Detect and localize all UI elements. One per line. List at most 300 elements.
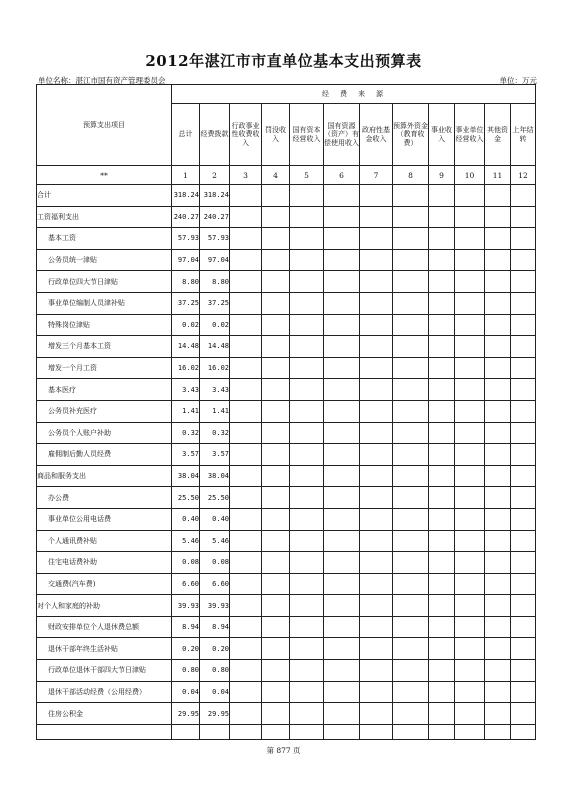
page-title: 2012年湛江市市直单位基本支出预算表: [145, 52, 422, 70]
empty-cell: [262, 228, 290, 250]
empty-cell: [511, 249, 536, 271]
unit-measure: 单位：万元: [499, 76, 537, 85]
cell-grant: 0.32: [200, 422, 230, 444]
empty-cell: [360, 400, 393, 422]
table-row: [37, 444, 536, 466]
empty-cell: [262, 249, 290, 271]
page-number: 第 877 页: [266, 746, 301, 755]
empty-cell: [485, 465, 511, 487]
header-column: 经费拨款: [200, 104, 230, 166]
cell-grant: 37.25: [200, 292, 230, 314]
empty-cell: [290, 487, 324, 509]
empty-cell: [511, 422, 536, 444]
cell-total: 0.40: [172, 508, 200, 530]
empty-cell: [37, 724, 172, 739]
empty-cell: [429, 552, 455, 574]
table-row: [37, 595, 536, 617]
empty-cell: [230, 465, 262, 487]
empty-cell: [393, 271, 429, 293]
empty-cell: [230, 314, 262, 336]
empty-cell: [324, 703, 360, 725]
empty-cell: [429, 465, 455, 487]
empty-cell: [485, 552, 511, 574]
column-index: 3: [230, 166, 262, 185]
empty-cell: [360, 638, 393, 660]
cell-total: 8.94: [172, 616, 200, 638]
empty-cell: [393, 185, 429, 207]
empty-cell: [485, 185, 511, 207]
empty-cell: [360, 379, 393, 401]
empty-cell: [485, 530, 511, 552]
cell-grant: 5.46: [200, 530, 230, 552]
empty-cell: [455, 703, 485, 725]
empty-cell: [262, 379, 290, 401]
empty-cell: [455, 292, 485, 314]
empty-cell: [324, 681, 360, 703]
row-label: 基本医疗: [37, 379, 172, 401]
empty-cell: [393, 703, 429, 725]
row-label: 住宅电话费补助: [37, 552, 172, 574]
empty-cell: [324, 314, 360, 336]
empty-cell: [511, 487, 536, 509]
unit-name: 单位名称：湛江市国有资产管理委员会: [38, 76, 166, 85]
empty-cell: [360, 595, 393, 617]
empty-cell: [230, 249, 262, 271]
header-column: 事业单位经营收入: [455, 104, 485, 166]
empty-cell: [262, 185, 290, 207]
cell-grant: 57.93: [200, 228, 230, 250]
empty-cell: [455, 508, 485, 530]
empty-cell: [485, 336, 511, 358]
empty-cell: [290, 724, 324, 739]
cell-grant: 14.48: [200, 336, 230, 358]
row-label: 行政单位退休干部四大节日津贴: [37, 660, 172, 682]
empty-cell: [290, 508, 324, 530]
cell-total: 3.57: [172, 444, 200, 466]
empty-cell: [360, 228, 393, 250]
table-row: [37, 292, 536, 314]
empty-cell: [485, 638, 511, 660]
cell-grant: 6.60: [200, 573, 230, 595]
cell-grant: 8.94: [200, 616, 230, 638]
empty-cell: [511, 271, 536, 293]
empty-cell: [324, 206, 360, 228]
empty-cell: [324, 292, 360, 314]
empty-cell: [230, 487, 262, 509]
empty-cell: [455, 185, 485, 207]
cell-total: 0.08: [172, 552, 200, 574]
cell-total: 240.27: [172, 206, 200, 228]
empty-cell: [485, 444, 511, 466]
empty-cell: [485, 595, 511, 617]
empty-cell: [485, 724, 511, 739]
header-source-group: 经 费 来 源: [172, 85, 536, 104]
table-row: [37, 228, 536, 250]
empty-cell: [290, 703, 324, 725]
empty-cell: [230, 422, 262, 444]
empty-cell: [262, 465, 290, 487]
table-row: [37, 616, 536, 638]
table-row: [37, 271, 536, 293]
empty-cell: [511, 508, 536, 530]
empty-cell: [393, 573, 429, 595]
empty-cell: [485, 616, 511, 638]
empty-cell: [511, 638, 536, 660]
blank-row: [37, 724, 536, 739]
empty-cell: [230, 724, 262, 739]
empty-cell: [455, 379, 485, 401]
cell-total: 1.41: [172, 400, 200, 422]
cell-total: 6.60: [172, 573, 200, 595]
empty-cell: [230, 357, 262, 379]
empty-cell: [230, 336, 262, 358]
empty-cell: [455, 249, 485, 271]
empty-cell: [360, 422, 393, 444]
empty-cell: [360, 616, 393, 638]
row-label: 合计: [37, 185, 172, 207]
empty-cell: [455, 552, 485, 574]
empty-cell: [230, 206, 262, 228]
empty-cell: [455, 357, 485, 379]
empty-cell: [262, 444, 290, 466]
column-index: 4: [262, 166, 290, 185]
empty-cell: [429, 595, 455, 617]
empty-cell: [324, 616, 360, 638]
empty-cell: [511, 228, 536, 250]
empty-cell: [290, 228, 324, 250]
empty-cell: [485, 703, 511, 725]
row-label: 特殊岗位津贴: [37, 314, 172, 336]
cell-total: 38.04: [172, 465, 200, 487]
cell-total: 0.32: [172, 422, 200, 444]
empty-cell: [324, 336, 360, 358]
empty-cell: [262, 573, 290, 595]
cell-total: 3.43: [172, 379, 200, 401]
empty-cell: [262, 357, 290, 379]
empty-cell: [511, 314, 536, 336]
empty-cell: [455, 271, 485, 293]
empty-cell: [230, 552, 262, 574]
empty-cell: [290, 465, 324, 487]
empty-cell: [511, 185, 536, 207]
empty-cell: [429, 724, 455, 739]
row-label: 公务员补充医疗: [37, 400, 172, 422]
empty-cell: [393, 487, 429, 509]
empty-cell: [485, 249, 511, 271]
column-index: 12: [511, 166, 536, 185]
cell-total: 8.80: [172, 271, 200, 293]
header-column: 罚没收入: [262, 104, 290, 166]
row-label: 行政单位四大节日津贴: [37, 271, 172, 293]
empty-cell: [455, 487, 485, 509]
row-label: 住房公积金: [37, 703, 172, 725]
row-label: 个人通讯费补贴: [37, 530, 172, 552]
empty-cell: [455, 336, 485, 358]
cell-grant: 3.57: [200, 444, 230, 466]
empty-cell: [455, 228, 485, 250]
empty-cell: [324, 487, 360, 509]
empty-cell: [290, 336, 324, 358]
empty-cell: [393, 249, 429, 271]
empty-cell: [262, 400, 290, 422]
cell-grant: 3.43: [200, 379, 230, 401]
empty-cell: [455, 314, 485, 336]
empty-cell: [485, 422, 511, 444]
empty-cell: [429, 508, 455, 530]
empty-cell: [485, 357, 511, 379]
empty-cell: [360, 336, 393, 358]
empty-cell: [290, 638, 324, 660]
empty-cell: [455, 444, 485, 466]
empty-cell: [290, 660, 324, 682]
empty-cell: [290, 400, 324, 422]
cell-total: 0.02: [172, 314, 200, 336]
empty-cell: [429, 573, 455, 595]
empty-cell: [511, 530, 536, 552]
empty-cell: [324, 400, 360, 422]
empty-cell: [511, 444, 536, 466]
table-row: [37, 530, 536, 552]
empty-cell: [324, 508, 360, 530]
row-label: 增发三个月基本工资: [37, 336, 172, 358]
empty-cell: [393, 508, 429, 530]
empty-cell: [429, 487, 455, 509]
empty-cell: [511, 336, 536, 358]
empty-cell: [172, 724, 200, 739]
empty-cell: [511, 724, 536, 739]
column-index: 8: [393, 166, 429, 185]
empty-cell: [290, 595, 324, 617]
empty-cell: [230, 616, 262, 638]
empty-cell: [360, 703, 393, 725]
header-column: 预算外资金（教育收费）: [393, 104, 429, 166]
cell-total: 16.02: [172, 357, 200, 379]
header-column: 其他资金: [485, 104, 511, 166]
row-label: 增发一个月工资: [37, 357, 172, 379]
empty-cell: [511, 465, 536, 487]
empty-cell: [262, 422, 290, 444]
table-row: [37, 638, 536, 660]
empty-cell: [455, 400, 485, 422]
empty-cell: [393, 336, 429, 358]
empty-cell: [429, 660, 455, 682]
header-column: 行政事业性收费收入: [230, 104, 262, 166]
empty-cell: [393, 660, 429, 682]
header-column: 政府性基金收入: [360, 104, 393, 166]
column-index: 9: [429, 166, 455, 185]
header-column: 国有资源（资产）有偿使用收入: [324, 104, 360, 166]
cell-grant: 0.02: [200, 314, 230, 336]
empty-cell: [230, 271, 262, 293]
empty-cell: [360, 314, 393, 336]
index-label: **: [37, 166, 172, 185]
empty-cell: [360, 249, 393, 271]
table-row: [37, 206, 536, 228]
empty-cell: [511, 681, 536, 703]
empty-cell: [429, 314, 455, 336]
empty-cell: [455, 660, 485, 682]
row-label: 公务员统一津贴: [37, 249, 172, 271]
empty-cell: [262, 638, 290, 660]
empty-cell: [455, 724, 485, 739]
row-label: 事业单位编制人员津补贴: [37, 292, 172, 314]
empty-cell: [262, 703, 290, 725]
empty-cell: [485, 400, 511, 422]
row-label: 商品和服务支出: [37, 465, 172, 487]
empty-cell: [262, 660, 290, 682]
empty-cell: [485, 314, 511, 336]
empty-cell: [455, 595, 485, 617]
empty-cell: [360, 573, 393, 595]
empty-cell: [230, 638, 262, 660]
empty-cell: [324, 228, 360, 250]
empty-cell: [262, 487, 290, 509]
empty-cell: [324, 660, 360, 682]
cell-grant: 38.04: [200, 465, 230, 487]
table-row: [37, 703, 536, 725]
cell-total: 29.95: [172, 703, 200, 725]
table-row: [37, 400, 536, 422]
empty-cell: [290, 552, 324, 574]
empty-cell: [360, 465, 393, 487]
empty-cell: [393, 228, 429, 250]
empty-cell: [393, 595, 429, 617]
empty-cell: [429, 681, 455, 703]
empty-cell: [324, 638, 360, 660]
empty-cell: [485, 206, 511, 228]
empty-cell: [360, 530, 393, 552]
empty-cell: [262, 336, 290, 358]
cell-total: 0.04: [172, 681, 200, 703]
empty-cell: [230, 530, 262, 552]
empty-cell: [324, 465, 360, 487]
table-row: [37, 422, 536, 444]
empty-cell: [360, 206, 393, 228]
empty-cell: [230, 444, 262, 466]
empty-cell: [393, 400, 429, 422]
empty-cell: [429, 638, 455, 660]
column-index: 1: [172, 166, 200, 185]
cell-grant: 0.20: [200, 638, 230, 660]
empty-cell: [324, 573, 360, 595]
empty-cell: [290, 357, 324, 379]
empty-cell: [455, 638, 485, 660]
empty-cell: [393, 465, 429, 487]
empty-cell: [262, 595, 290, 617]
empty-cell: [230, 595, 262, 617]
empty-cell: [360, 508, 393, 530]
table-row: [37, 185, 536, 207]
empty-cell: [429, 357, 455, 379]
row-label: 对个人和家庭的补助: [37, 595, 172, 617]
empty-cell: [485, 660, 511, 682]
empty-cell: [324, 422, 360, 444]
table-row: [37, 508, 536, 530]
table-row: [37, 379, 536, 401]
empty-cell: [455, 465, 485, 487]
cell-total: 25.50: [172, 487, 200, 509]
empty-cell: [429, 206, 455, 228]
cell-total: 14.48: [172, 336, 200, 358]
empty-cell: [393, 206, 429, 228]
column-index: 5: [290, 166, 324, 185]
empty-cell: [360, 357, 393, 379]
empty-cell: [429, 422, 455, 444]
empty-cell: [230, 228, 262, 250]
row-label: 退休干部年终生活补贴: [37, 638, 172, 660]
empty-cell: [393, 552, 429, 574]
empty-cell: [262, 552, 290, 574]
empty-cell: [262, 681, 290, 703]
table-row: [37, 681, 536, 703]
cell-grant: 1.41: [200, 400, 230, 422]
empty-cell: [360, 724, 393, 739]
table-row: [37, 573, 536, 595]
empty-cell: [393, 314, 429, 336]
cell-total: 0.80: [172, 660, 200, 682]
row-label: 财政安排单位个人退休费总额: [37, 616, 172, 638]
empty-cell: [511, 357, 536, 379]
empty-cell: [324, 271, 360, 293]
table-row: [37, 357, 536, 379]
cell-total: 37.25: [172, 292, 200, 314]
empty-cell: [230, 400, 262, 422]
cell-grant: 97.04: [200, 249, 230, 271]
empty-cell: [324, 379, 360, 401]
table-row: [37, 552, 536, 574]
cell-grant: 25.50: [200, 487, 230, 509]
empty-cell: [324, 444, 360, 466]
empty-cell: [511, 552, 536, 574]
header-column: 国有资本经营收入: [290, 104, 324, 166]
column-index: 11: [485, 166, 511, 185]
empty-cell: [429, 271, 455, 293]
empty-cell: [429, 703, 455, 725]
cell-grant: 16.02: [200, 357, 230, 379]
cell-grant: 0.04: [200, 681, 230, 703]
row-label: 交通费(汽车费): [37, 573, 172, 595]
empty-cell: [324, 552, 360, 574]
empty-cell: [455, 530, 485, 552]
empty-cell: [393, 530, 429, 552]
empty-cell: [360, 444, 393, 466]
empty-cell: [262, 616, 290, 638]
empty-cell: [393, 422, 429, 444]
empty-cell: [429, 616, 455, 638]
row-label: 事业单位公用电话费: [37, 508, 172, 530]
empty-cell: [485, 271, 511, 293]
empty-cell: [393, 379, 429, 401]
column-index: 10: [455, 166, 485, 185]
empty-cell: [230, 681, 262, 703]
row-label: 工资福利支出: [37, 206, 172, 228]
empty-cell: [360, 292, 393, 314]
empty-cell: [290, 185, 324, 207]
cell-total: 5.46: [172, 530, 200, 552]
cell-grant: 0.40: [200, 508, 230, 530]
cell-grant: 8.80: [200, 271, 230, 293]
empty-cell: [360, 660, 393, 682]
empty-cell: [262, 271, 290, 293]
empty-cell: [511, 292, 536, 314]
empty-cell: [393, 444, 429, 466]
column-index: 7: [360, 166, 393, 185]
empty-cell: [324, 249, 360, 271]
row-label: 办公费: [37, 487, 172, 509]
empty-cell: [455, 206, 485, 228]
empty-cell: [290, 681, 324, 703]
empty-cell: [455, 616, 485, 638]
